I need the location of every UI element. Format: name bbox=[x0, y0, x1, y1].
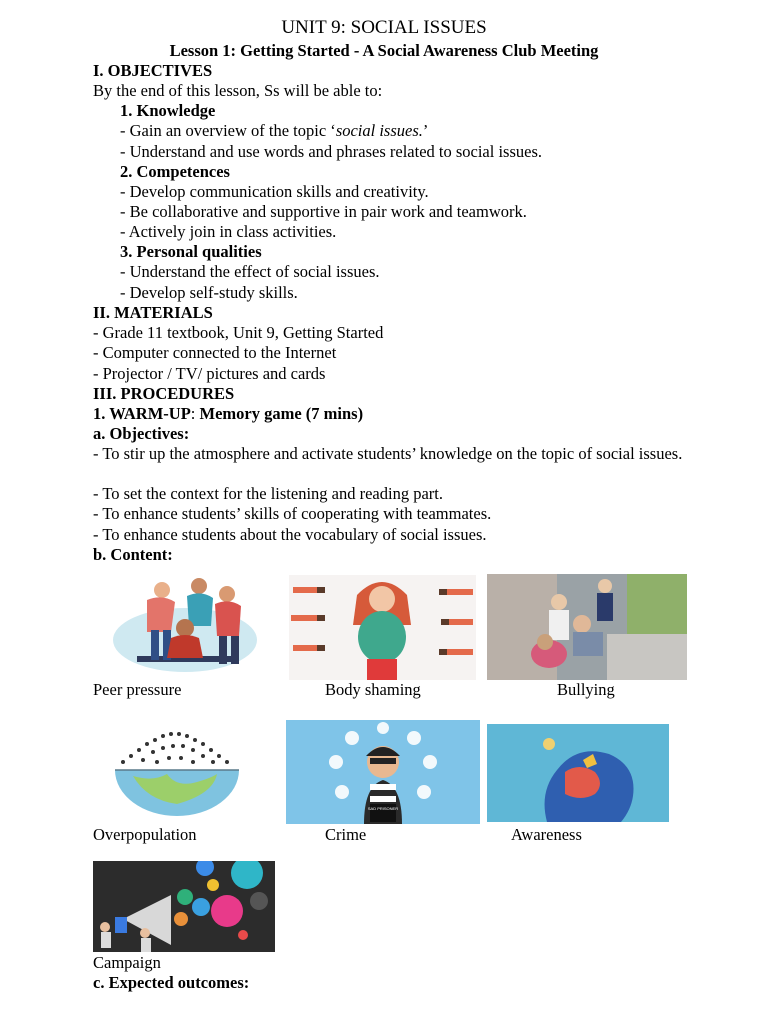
b-content-heading: b. Content: bbox=[93, 545, 173, 564]
knowledge-item-2: - Understand and use words and phrases related to social issues. bbox=[120, 142, 543, 161]
materials-item-2: - Computer connected to the Internet bbox=[93, 343, 337, 362]
materials-heading: II. MATERIALS bbox=[93, 303, 213, 322]
unit-title: UNIT 9: SOCIAL ISSUES bbox=[281, 17, 487, 38]
caption-peer-pressure: Peer pressure bbox=[93, 680, 182, 699]
c-expected-outcomes-heading: c. Expected outcomes: bbox=[93, 973, 250, 992]
lesson-title: Lesson 1: Getting Started - A Social Awareness Club Meeting bbox=[169, 41, 599, 60]
crime-image bbox=[286, 720, 480, 824]
qualities-item-2: - Develop self-study skills. bbox=[120, 283, 298, 302]
caption-crime: Crime bbox=[325, 825, 367, 844]
a-objectives-heading: a. Objectives: bbox=[93, 424, 190, 443]
qualities-item-1: - Understand the effect of social issues. bbox=[120, 262, 380, 281]
procedures-heading: III. PROCEDURES bbox=[93, 384, 235, 403]
awareness-image bbox=[487, 724, 669, 822]
objective-item-3: - To enhance students’ skills of cooperating with teammates. bbox=[93, 504, 492, 523]
materials-item-1: - Grade 11 textbook, Unit 9, Getting Started bbox=[93, 323, 384, 342]
knowledge-item-1: - Gain an overview of the topic ‘social issues.’ bbox=[120, 121, 429, 140]
campaign-image bbox=[93, 861, 275, 952]
qualities-heading: 3. Personal qualities bbox=[120, 242, 262, 261]
warmup-line: 1. WARM-UP: Memory game (7 mins) bbox=[93, 404, 364, 423]
competences-item-2: - Be collaborative and supportive in pair work and teamwork. bbox=[120, 202, 527, 221]
objectives-intro: By the end of this lesson, Ss will be able to: bbox=[93, 81, 383, 100]
competences-heading: 2. Competences bbox=[120, 162, 230, 181]
materials-item-3: - Projector / TV/ pictures and cards bbox=[93, 364, 326, 383]
objective-item-2: - To set the context for the listening and reading part. bbox=[93, 484, 443, 503]
competences-item-1: - Develop communication skills and creativity. bbox=[120, 182, 429, 201]
peer-pressure-image bbox=[107, 572, 267, 676]
competences-item-3: - Actively join in class activities. bbox=[120, 222, 337, 241]
objective-item-1: - To stir up the atmosphere and activate students’ knowledge on the topic of social issues. bbox=[93, 444, 683, 463]
caption-awareness: Awareness bbox=[511, 825, 582, 844]
caption-bullying: Bullying bbox=[557, 680, 615, 699]
bullying-image bbox=[487, 574, 687, 680]
crime-sign-text: SAD PRISONER bbox=[367, 806, 399, 811]
objective-item-4: - To enhance students about the vocabulary of social issues. bbox=[93, 525, 487, 544]
caption-body-shaming: Body shaming bbox=[325, 680, 421, 699]
caption-campaign: Campaign bbox=[93, 953, 161, 972]
overpopulation-image bbox=[93, 722, 261, 822]
caption-overpopulation: Overpopulation bbox=[93, 825, 197, 844]
objectives-heading: I. OBJECTIVES bbox=[93, 61, 213, 80]
knowledge-heading: 1. Knowledge bbox=[120, 101, 216, 120]
body-shaming-image bbox=[289, 575, 476, 680]
